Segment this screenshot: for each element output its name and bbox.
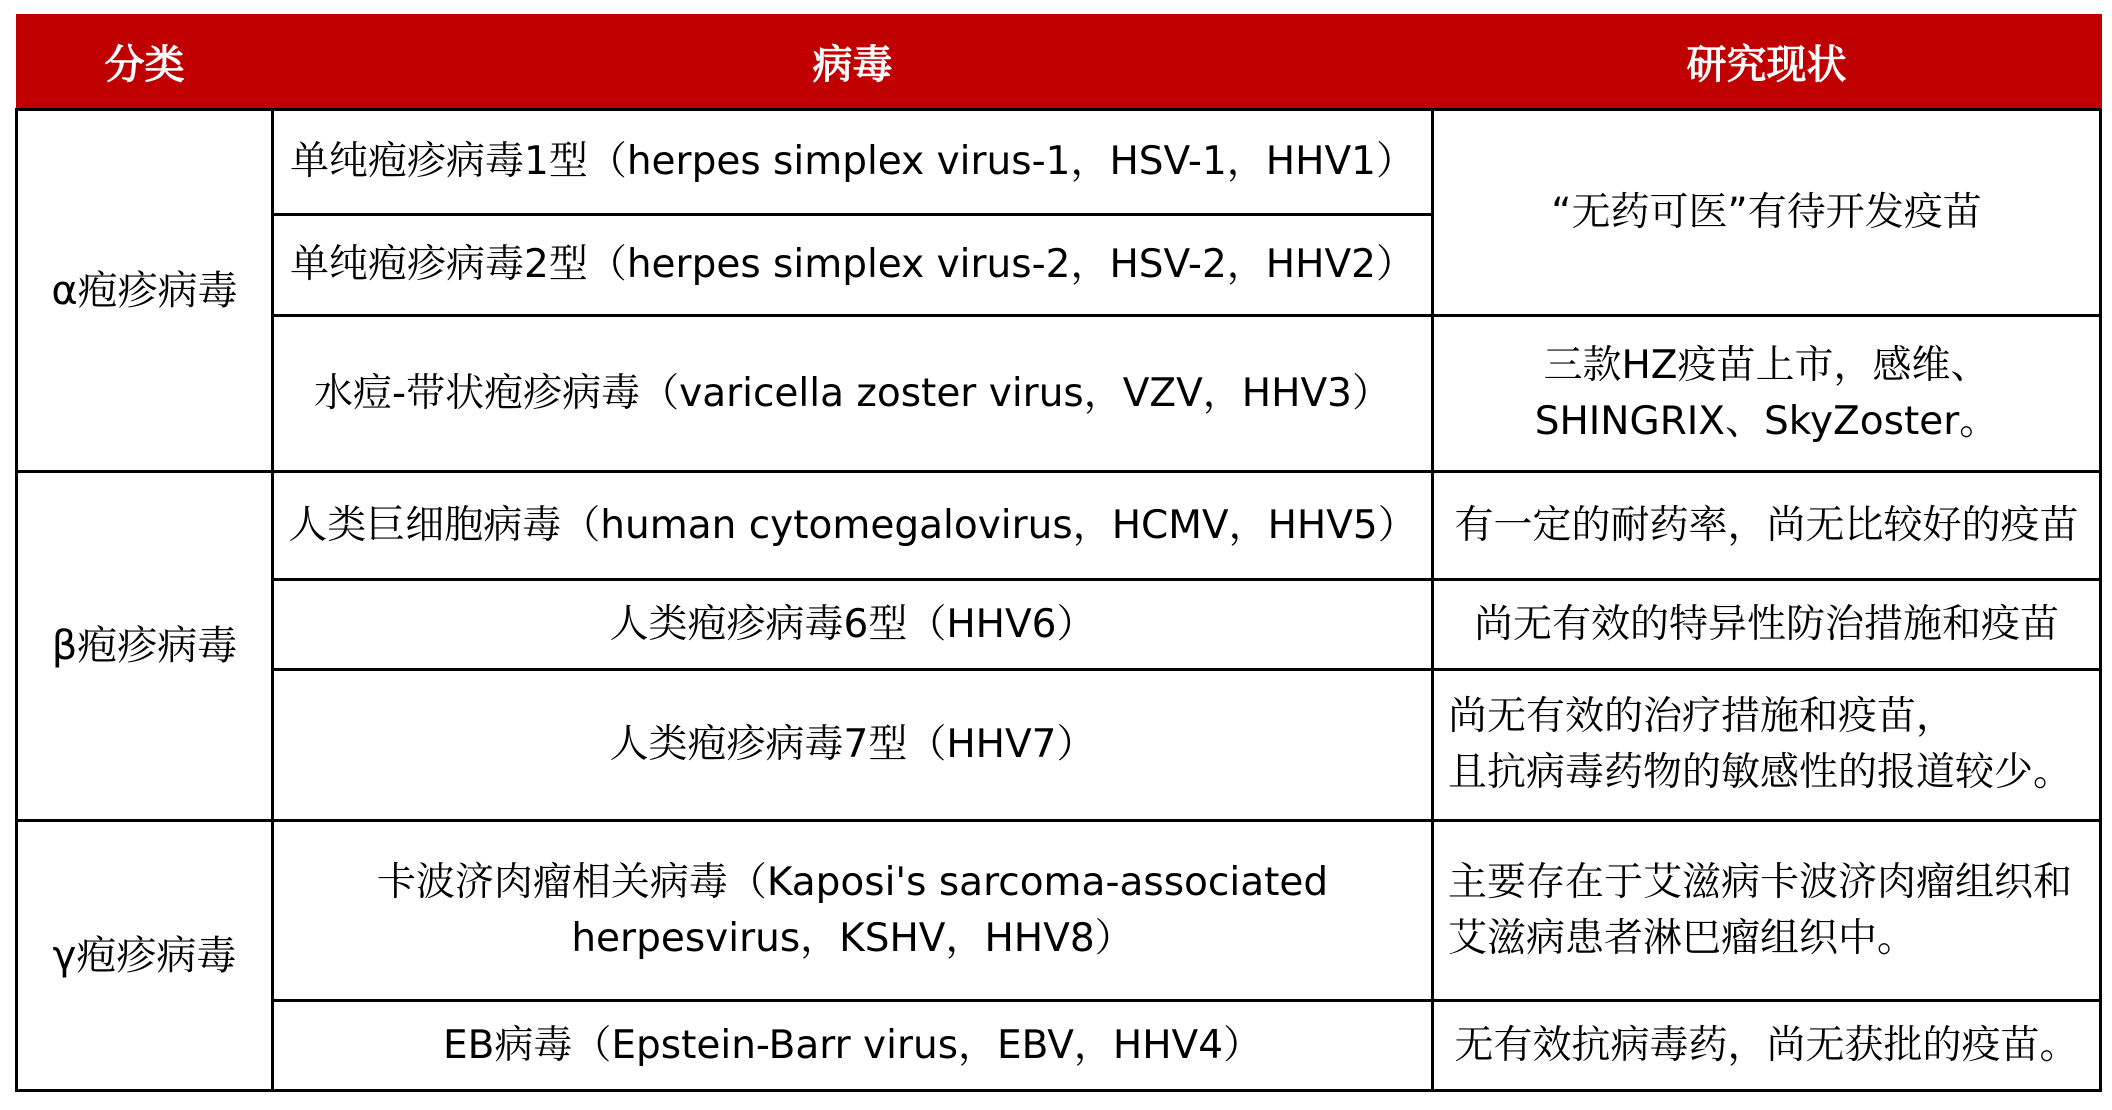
category-cell: γ疱疹病毒 bbox=[17, 821, 273, 1091]
status-cell: 无有效抗病毒药，尚无获批的疫苗。 bbox=[1433, 1001, 2101, 1091]
status-cell: 三款HZ疫苗上市，感维、SHINGRIX、SkyZoster。 bbox=[1433, 316, 2101, 472]
virus-cell: 卡波济肉瘤相关病毒（Kaposi's sarcoma-associated herpesvirus，KSHV，HHV8） bbox=[273, 821, 1433, 1001]
table-row bbox=[17, 821, 2101, 1001]
herpesvirus-table bbox=[15, 14, 2102, 1092]
virus-cell: 水痘-带状疱疹病毒（varicella zoster virus，VZV，HHV3） bbox=[273, 316, 1433, 472]
virus-cell: 人类疱疹病毒7型（HHV7） bbox=[273, 670, 1433, 821]
table-row bbox=[17, 580, 2101, 670]
virus-cell: 单纯疱疹病毒1型（herpes simplex virus-1，HSV-1，HHV1） bbox=[273, 110, 1433, 215]
status-cell: 主要存在于艾滋病卡波济肉瘤组织和艾滋病患者淋巴瘤组织中。 bbox=[1433, 821, 2101, 1001]
table-row bbox=[17, 670, 2101, 821]
virus-cell: EB病毒（Epstein-Barr virus，EBV，HHV4） bbox=[273, 1001, 1433, 1091]
table-row bbox=[17, 110, 2101, 215]
table-row bbox=[17, 316, 2101, 472]
header-virus: 病毒 bbox=[273, 14, 1433, 110]
table-row bbox=[17, 1001, 2101, 1091]
header-status: 研究现状 bbox=[1433, 14, 2101, 110]
status-cell: 尚无有效的治疗措施和疫苗，且抗病毒药物的敏感性的报道较少。 bbox=[1433, 670, 2101, 821]
status-cell: 有一定的耐药率，尚无比较好的疫苗 bbox=[1433, 472, 2101, 580]
category-cell: β疱疹病毒 bbox=[17, 472, 273, 821]
table-row bbox=[17, 472, 2101, 580]
category-cell: α疱疹病毒 bbox=[17, 110, 273, 472]
virus-cell: 人类疱疹病毒6型（HHV6） bbox=[273, 580, 1433, 670]
virus-cell: 单纯疱疹病毒2型（herpes simplex virus-2，HSV-2，HHV2） bbox=[273, 215, 1433, 316]
status-cell: “无药可医”有待开发疫苗 bbox=[1433, 110, 2101, 316]
table-header-row bbox=[17, 14, 2101, 110]
virus-cell: 人类巨细胞病毒（human cytomegalovirus，HCMV，HHV5） bbox=[273, 472, 1433, 580]
header-category: 分类 bbox=[17, 14, 273, 110]
status-cell: 尚无有效的特异性防治措施和疫苗 bbox=[1433, 580, 2101, 670]
